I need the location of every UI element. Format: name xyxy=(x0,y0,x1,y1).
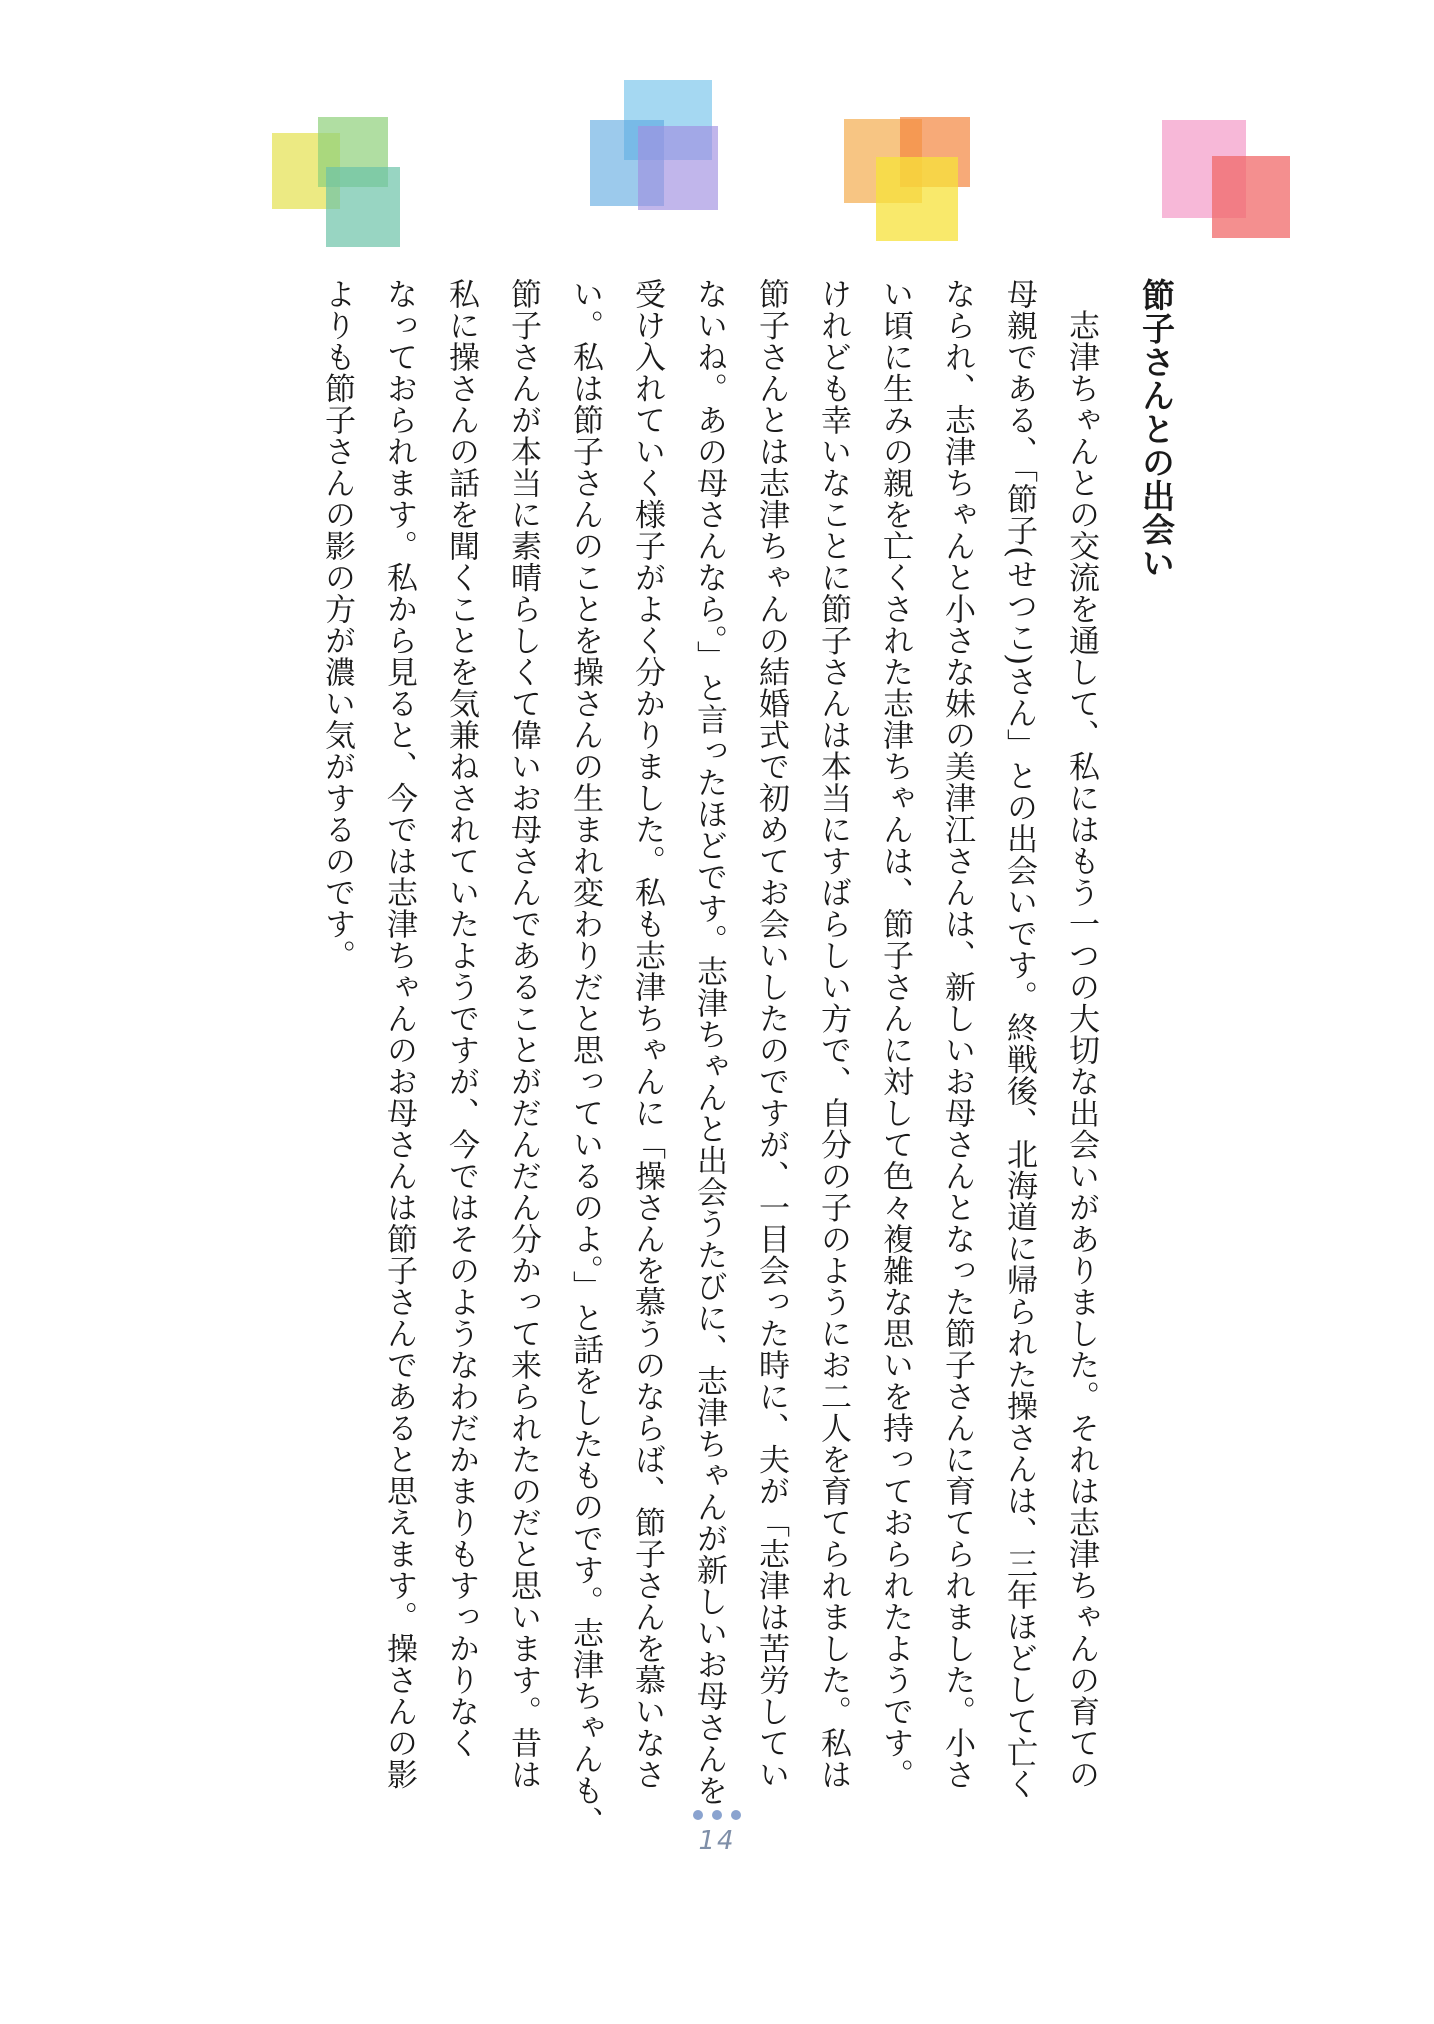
body-line: い。私は節子さんのことを操さんの生まれ変わりだと思っているのよ。」と話をしたものです。志津ちゃんも、 xyxy=(567,278,603,1838)
watercolor-square xyxy=(326,167,400,247)
watercolor-square xyxy=(638,126,718,210)
watercolor-squares-blue-violet-icon xyxy=(588,78,728,238)
body-line: けれども幸いなことに節子さんは本当にすばらしい方で、自分の子のようにお二人を育てられました。私は xyxy=(815,278,851,1790)
body-line: 志津ちゃんとの交流を通して、私にはもう一つの大切な出会いがありました。それは志津ちゃんの育ての xyxy=(1063,278,1099,1790)
body-line: 私に操さんの話を聞くことを気兼ねされていたようですが、今ではそのようなわだかまりもすっかりなく xyxy=(443,278,479,1759)
body-line: 節子さんが本当に素晴らしくて偉いお母さんであることがだんだん分かって来られたのだと思います。昔は xyxy=(505,278,541,1790)
body-line: 母親である、「節子(せつこ)さん」との出会いです。終戦後、北海道に帰られた操さんは、三年ほどして亡く xyxy=(1001,278,1037,1800)
watercolor-square xyxy=(876,157,958,241)
body-line: い頃に生みの親を亡くされた志津ちゃんは、節子さんに対して色々複雑な思いを持っておられたようです。 xyxy=(877,278,913,1790)
article-body xyxy=(306,278,1188,1838)
body-line: 受け入れていく様子がよく分かりました。私も志津ちゃんに「操さんを慕うのならば、節子さんを慕いなさ xyxy=(629,278,665,1790)
dot-icon xyxy=(693,1810,703,1820)
dot-icon xyxy=(712,1810,722,1820)
page-footer xyxy=(0,1810,1434,1856)
watercolor-square xyxy=(1212,156,1290,238)
page-number: 14 xyxy=(698,1826,736,1856)
watercolor-squares-orange-yellow-icon xyxy=(842,115,982,275)
body-line: 節子さんとは志津ちゃんの結婚式で初めてお会いしたのですが、一目会った時に、夫が「志津は苦労してい xyxy=(753,278,789,1790)
watercolor-squares-pink-red-icon xyxy=(1160,118,1300,278)
dot-icon xyxy=(731,1810,741,1820)
body-line: なられ、志津ちゃんと小さな妹の美津江さんは、新しいお母さんとなった節子さんに育てられました。小さ xyxy=(939,278,975,1790)
body-line: なっておられます。私から見ると、今では志津ちゃんのお母さんは節子さんであると思えます。操さんの影 xyxy=(381,278,417,1790)
body-line: よりも節子さんの影の方が濃い気がするのです。 xyxy=(319,278,355,971)
section-title: 節子さんとの出会い xyxy=(1137,278,1176,580)
body-line: ないね。あの母さんなら。」と言ったほどです。志津ちゃんと出会うたびに、志津ちゃんが新しいお母さんを xyxy=(691,278,727,1806)
watercolor-squares-yellow-green-icon xyxy=(270,115,410,275)
page-dots-ornament xyxy=(0,1810,1434,1822)
